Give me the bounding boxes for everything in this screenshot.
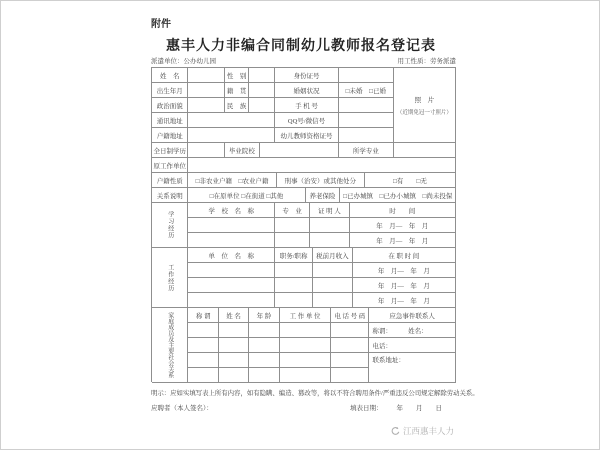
work-unit-field xyxy=(188,293,275,308)
pension-options: □已办城镇 □已办小城镇 □尚未投保 xyxy=(340,188,456,203)
graduate-school-field xyxy=(260,143,339,158)
work-title-field xyxy=(275,293,313,308)
ethnic-label: 民 族 xyxy=(225,98,249,113)
registration-table xyxy=(151,67,456,382)
family-workunit-field xyxy=(280,353,332,368)
work-section-label: 工作经历 xyxy=(152,248,188,308)
work-title-field xyxy=(275,263,313,278)
work-unit-header: 单 位 名 称 xyxy=(188,248,275,263)
teacher-cert-label: 幼儿教师资格证号 xyxy=(275,128,339,143)
political-label: 政治面貌 xyxy=(152,98,188,113)
work-salary-field xyxy=(313,293,353,308)
mailing-address-label: 通讯地址 xyxy=(152,113,188,128)
family-phone-field xyxy=(331,353,369,368)
emergency-phone: 电话： xyxy=(369,338,456,353)
id-number-field xyxy=(339,68,394,83)
work-unit-field xyxy=(188,278,275,293)
relation-note-options: □在原单位 □在街道 □其他 xyxy=(188,188,305,203)
form-meta xyxy=(151,56,456,65)
family-relation-field xyxy=(188,323,218,338)
mailing-address-field xyxy=(188,113,275,128)
work-tenure-field: 年 月— 年 月 xyxy=(353,293,456,308)
family-age-field xyxy=(249,368,279,383)
family-name-field xyxy=(219,338,249,353)
family-workunit-field xyxy=(280,338,332,353)
watermark xyxy=(390,425,454,437)
signature-row xyxy=(151,403,456,412)
education-school-header: 学 校 名 称 xyxy=(188,203,275,218)
employment-type-label: 用工性质：劳务派遣 xyxy=(397,58,456,65)
marital-options: □未婚 □已婚 xyxy=(339,83,394,98)
emergency-contact-header: 应急事件联系人 xyxy=(369,308,456,323)
family-workunit-field xyxy=(280,323,332,338)
work-tenure-field: 年 月— 年 月 xyxy=(353,278,456,293)
name-label: 姓 名 xyxy=(152,68,188,83)
household-address-label: 户籍地址 xyxy=(152,128,188,143)
fill-date-group xyxy=(350,403,456,412)
family-phone-field xyxy=(331,368,369,383)
family-workunit-field xyxy=(280,368,332,383)
photo-title: 照 片 xyxy=(414,96,435,104)
notice-text: 明示：应如实填写表上所有内容，如有隐瞒、编造、篡改等，将以不符合聘用条件/严重违反公司规定解除劳动关系。 xyxy=(151,390,479,397)
education-time-field: 年 月— 年 月 xyxy=(350,233,456,248)
former-employer-label: 原工作单位 xyxy=(152,158,188,173)
work-title-header: 职务/职称 xyxy=(275,248,313,263)
emergency-address: 联系地址： xyxy=(369,353,456,383)
education-reference-header: 证 明 人 xyxy=(310,203,350,218)
photo-note: （近期免冠一寸照片） xyxy=(396,109,452,116)
native-place-label: 籍 贯 xyxy=(225,83,249,98)
attachment-label: 附件 xyxy=(151,19,171,30)
dispatch-unit-label: 派遣单位：公办幼儿园 xyxy=(151,58,216,65)
ethnic-field xyxy=(249,98,275,113)
criminal-label: 刑事（治安）或其他处分 xyxy=(277,173,365,188)
emergency-relation-name: 称谓： 姓名： xyxy=(369,323,456,338)
work-salary-field xyxy=(313,263,353,278)
education-time-header: 时 间 xyxy=(350,203,456,218)
work-tenure-field: 年 月— 年 月 xyxy=(353,263,456,278)
former-employer-field xyxy=(188,158,456,173)
criminal-options: □有 □无 xyxy=(365,173,456,188)
work-salary-field xyxy=(313,278,353,293)
family-age-field xyxy=(249,353,279,368)
family-relation-field xyxy=(188,368,218,383)
logo-icon xyxy=(390,426,400,436)
fill-date-label: 填表日期： xyxy=(350,405,383,412)
work-title-field xyxy=(275,278,313,293)
education-school-field xyxy=(188,218,275,233)
political-field xyxy=(188,98,224,113)
work-salary-header: 税前月收入 xyxy=(313,248,353,263)
family-relation-header: 称 谓 xyxy=(188,308,218,323)
form-title: 惠丰人力非编合同制幼儿教师报名登记表 xyxy=(166,39,436,54)
work-unit-field xyxy=(188,263,275,278)
relation-note-label: 关系说明 xyxy=(152,188,188,203)
education-reference-field xyxy=(310,233,350,248)
gender-label: 性 别 xyxy=(225,68,249,83)
education-major-header: 专 业 xyxy=(275,203,310,218)
family-phone-field xyxy=(331,338,369,353)
birth-field xyxy=(188,83,224,98)
family-section-label: 家庭成员及主要社会关系 xyxy=(152,308,188,383)
id-number-label: 身份证号 xyxy=(275,68,339,83)
watermark-text: 江西惠丰人力 xyxy=(402,426,454,436)
photo-cell xyxy=(394,68,456,143)
pension-label: 养老保险 xyxy=(306,188,341,203)
family-age-field xyxy=(249,338,279,353)
major-label: 所学专业 xyxy=(339,143,394,158)
family-phone-header: 电 话 号 码 xyxy=(331,308,369,323)
gender-field xyxy=(249,68,275,83)
native-place-field xyxy=(249,83,275,98)
name-field xyxy=(188,68,224,83)
fulltime-education-label: 全日制学历 xyxy=(152,143,188,158)
qq-wechat-label: QQ号/微信号 xyxy=(275,113,339,128)
work-tenure-header: 在 职 时 间 xyxy=(353,248,456,263)
fill-date-placeholder: 年 月 日 xyxy=(396,405,442,412)
family-relation-field xyxy=(188,353,218,368)
fulltime-education-field xyxy=(188,143,224,158)
education-major-field xyxy=(275,218,310,233)
education-major-field xyxy=(275,233,310,248)
family-phone-field xyxy=(331,323,369,338)
mobile-field xyxy=(339,98,394,113)
family-workunit-header: 工 作 单 位 xyxy=(280,308,332,323)
teacher-cert-field xyxy=(339,128,394,143)
marital-label: 婚姻状况 xyxy=(275,83,339,98)
family-name-field xyxy=(219,323,249,338)
mobile-label: 手 机 号 xyxy=(275,98,339,113)
family-name-field xyxy=(219,368,249,383)
family-relation-field xyxy=(188,338,218,353)
household-type-label: 户籍性质 xyxy=(152,173,188,188)
family-age-header: 年 龄 xyxy=(249,308,279,323)
education-time-field: 年 月— 年 月 xyxy=(350,218,456,233)
education-school-field xyxy=(188,233,275,248)
graduate-school-label: 毕业院校 xyxy=(225,143,260,158)
education-section-label: 学习经历 xyxy=(152,203,188,248)
family-name-field xyxy=(219,353,249,368)
education-reference-field xyxy=(310,218,350,233)
qq-wechat-field xyxy=(339,113,394,128)
family-age-field xyxy=(249,323,279,338)
household-address-field xyxy=(188,128,275,143)
major-field xyxy=(394,143,456,158)
household-type-options: □非农业户籍 □农业户籍 xyxy=(188,173,276,188)
family-name-header: 姓 名 xyxy=(219,308,249,323)
birth-label: 出生年月 xyxy=(152,83,188,98)
applicant-sign-label: 应聘者（本人签名）： xyxy=(151,405,213,412)
